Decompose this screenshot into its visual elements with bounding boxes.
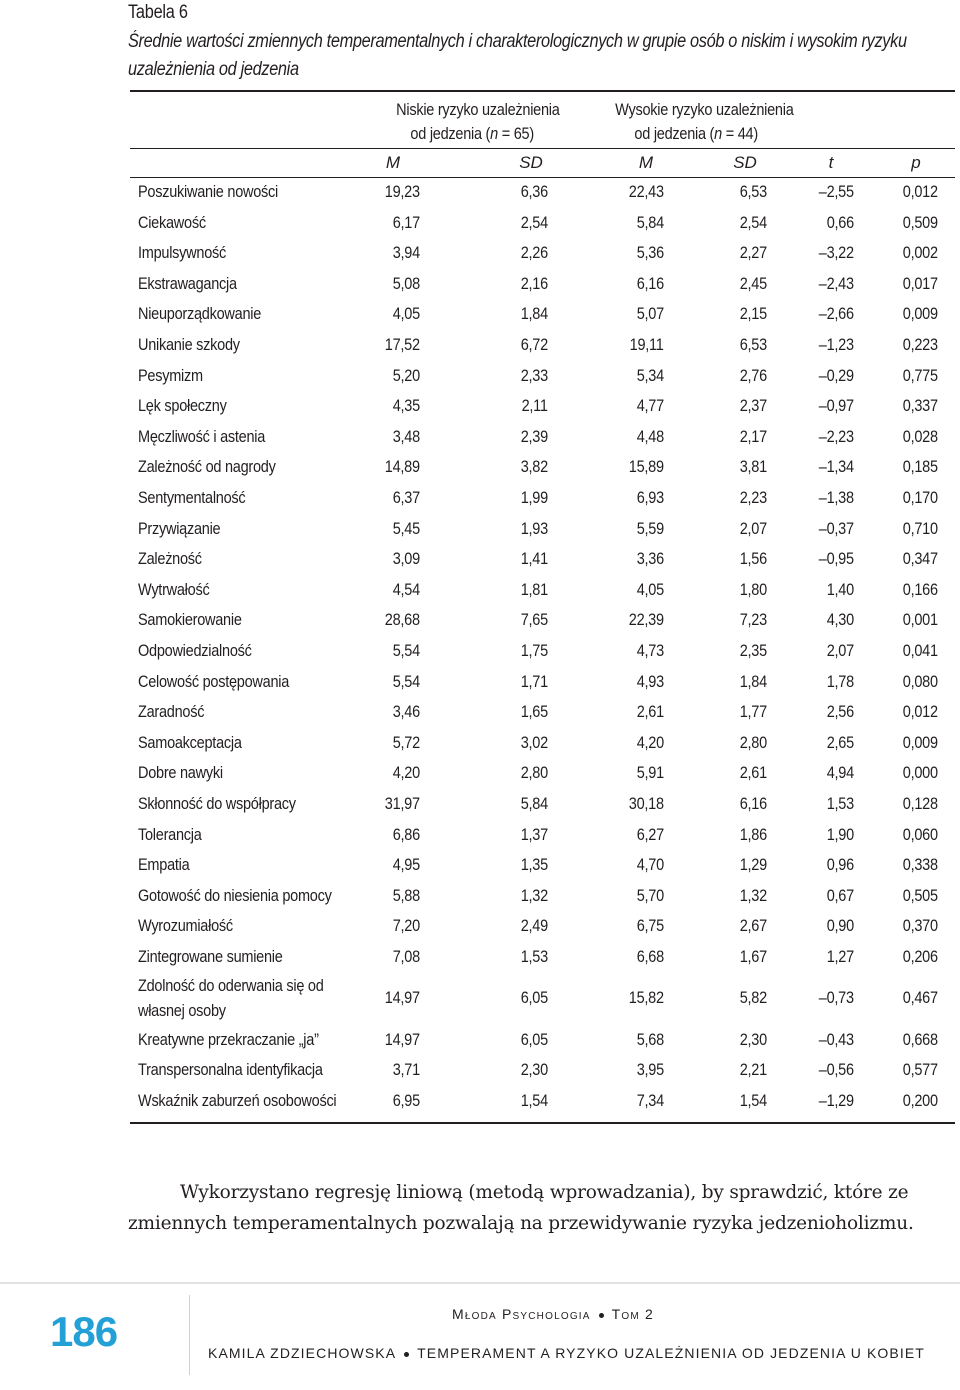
row-label: Odpowiedzialność: [138, 642, 252, 660]
table-row: [0, 1087, 960, 1117]
cell-m-low: 3,46: [392, 703, 420, 722]
cell-t: 1,90: [826, 825, 854, 844]
table-row: [0, 576, 960, 606]
cell-m-low: 5,88: [392, 886, 420, 905]
row-label: Zaradność: [138, 703, 205, 722]
table-row: [0, 209, 960, 239]
cell-m-high: 5,59: [636, 519, 664, 538]
cell-sd-low: 2,33: [520, 366, 548, 385]
cell-t: 2,65: [826, 733, 854, 752]
cell-p: 0,012: [902, 183, 938, 201]
cell-t: –3,22: [818, 244, 854, 263]
table-row: [0, 1056, 960, 1086]
col-header-sd-low: SD: [519, 153, 543, 172]
cell-p: 0,185: [902, 458, 938, 477]
running-author: KAMILA ZDZIECHOWSKA: [208, 1345, 397, 1361]
cell-sd-low: 2,11: [521, 397, 548, 416]
table-row: [0, 545, 960, 575]
cell-m-low: 14,97: [384, 1030, 420, 1049]
row-label: Unikanie szkody: [138, 336, 240, 354]
cell-t: 2,07: [826, 642, 854, 660]
cell-sd-low: 1,93: [520, 519, 548, 538]
cell-m-high: 2,61: [636, 703, 664, 722]
cell-sd-high: 2,30: [739, 1030, 767, 1049]
cell-sd-low: 6,72: [520, 336, 548, 354]
row-label: Lęk społeczny: [138, 397, 227, 416]
cell-sd-low: 7,65: [520, 611, 548, 630]
cell-p: 0,041: [902, 642, 938, 660]
cell-sd-high: 2,37: [739, 397, 767, 416]
cell-m-high: 22,39: [628, 611, 664, 630]
row-label: Impulsywność: [138, 244, 227, 263]
cell-t: 0,66: [826, 213, 854, 232]
cell-sd-high: 6,16: [739, 795, 767, 813]
table-row: [0, 821, 960, 851]
cell-m-low: 3,71: [392, 1061, 420, 1080]
cell-m-high: 3,36: [636, 550, 664, 569]
cell-sd-high: 3,81: [739, 458, 767, 477]
cell-p: 0,002: [902, 244, 938, 263]
row-label: Wskaźnik zaburzeń osobowości: [138, 1091, 337, 1110]
cell-p: 0,001: [902, 611, 938, 630]
cell-t: –0,56: [818, 1061, 854, 1080]
col-header-p: p: [911, 153, 921, 172]
cell-p: 0,170: [902, 489, 938, 507]
cell-sd-low: 6,36: [520, 183, 548, 201]
cell-p: 0,017: [902, 274, 938, 293]
cell-m-high: 3,95: [636, 1061, 664, 1080]
cell-p: 0,505: [902, 886, 938, 905]
cell-m-high: 4,70: [636, 856, 664, 875]
table-row: [0, 698, 960, 728]
cell-sd-high: 2,21: [739, 1061, 767, 1080]
cell-sd-low: 1,75: [520, 642, 548, 660]
table-row: [0, 239, 960, 269]
cell-m-low: 4,35: [392, 397, 420, 416]
row-label: Transpersonalna identyfikacja: [138, 1061, 323, 1080]
cell-sd-low: 3,02: [520, 733, 548, 752]
cell-sd-high: 1,80: [739, 580, 767, 599]
cell-t: –1,38: [818, 489, 854, 507]
cell-m-low: 28,68: [384, 611, 420, 630]
row-label: Przywiązanie: [138, 519, 221, 538]
page-footer: [0, 1282, 960, 1390]
cell-t: –1,29: [818, 1091, 854, 1110]
cell-m-high: 7,34: [636, 1091, 664, 1110]
cell-m-high: 6,27: [636, 825, 664, 844]
cell-p: 0,000: [902, 764, 938, 783]
table-row: [0, 331, 960, 361]
cell-sd-low: 1,54: [520, 1091, 548, 1110]
cell-m-low: 3,94: [392, 244, 420, 263]
cell-t: –2,23: [818, 427, 854, 446]
cell-t: 0,90: [826, 917, 854, 936]
table-caption: Średnie wartości zmiennych temperamentalnych i charakterologicznych w grupie osób o niskim i wysokim ryzyku uzależnienia od jedzenia: [128, 31, 907, 80]
cell-sd-low: 6,05: [520, 1030, 548, 1049]
cell-sd-low: 2,30: [520, 1061, 548, 1080]
cell-m-high: 15,82: [628, 988, 664, 1007]
cell-p: 0,200: [902, 1091, 938, 1110]
table-label: Tabela 6: [128, 2, 188, 23]
cell-m-high: 15,89: [628, 458, 664, 477]
cell-m-high: 5,36: [636, 244, 664, 263]
cell-sd-low: 2,16: [520, 274, 548, 293]
cell-p: 0,370: [902, 917, 938, 936]
cell-m-high: 4,73: [636, 642, 664, 660]
cell-t: 1,53: [826, 795, 854, 813]
row-label: Empatia: [138, 856, 190, 875]
cell-m-low: 5,54: [392, 642, 420, 660]
cell-t: 0,67: [826, 886, 854, 905]
cell-sd-high: 2,80: [739, 733, 767, 752]
cell-sd-low: 2,39: [520, 427, 548, 446]
cell-p: 0,347: [902, 550, 938, 569]
cell-m-low: 4,05: [392, 305, 420, 324]
group-low-n: n: [490, 125, 499, 143]
col-header-t: t: [828, 153, 834, 172]
cell-m-low: 19,23: [384, 183, 420, 201]
cell-t: 4,30: [826, 611, 854, 630]
journal-volume: Tom 2: [611, 1306, 654, 1322]
cell-t: 0,96: [826, 856, 854, 875]
cell-m-high: 4,48: [636, 427, 664, 446]
table-row: [0, 759, 960, 789]
cell-sd-high: 2,45: [739, 274, 767, 293]
table-row: [0, 790, 960, 820]
cell-m-low: 6,37: [392, 489, 420, 507]
table-row: [0, 851, 960, 881]
cell-p: 0,012: [902, 703, 938, 722]
running-title: TEMPERAMENT A RYZYKO UZALEŻNIENIA OD JEDZENIA U KOBIET: [417, 1345, 925, 1361]
cell-m-low: 3,09: [392, 550, 420, 569]
cell-p: 0,467: [902, 988, 938, 1007]
cell-m-high: 30,18: [628, 795, 664, 813]
cell-m-low: 5,72: [392, 733, 420, 752]
cell-t: –0,37: [818, 519, 854, 538]
cell-sd-low: 1,41: [520, 550, 548, 569]
cell-sd-high: 6,53: [739, 183, 767, 201]
group-header-high: [603, 98, 794, 146]
cell-m-low: 5,08: [392, 274, 420, 293]
cell-sd-high: 1,84: [739, 672, 767, 691]
cell-sd-high: 6,53: [739, 336, 767, 354]
cell-sd-low: 1,84: [520, 305, 548, 324]
cell-p: 0,337: [902, 397, 938, 416]
cell-t: –2,43: [818, 274, 854, 293]
cell-m-high: 5,07: [636, 305, 664, 324]
table-row: [0, 423, 960, 453]
row-label: Samoakceptacja: [138, 733, 242, 752]
cell-m-low: 6,95: [392, 1091, 420, 1110]
table-row: [0, 300, 960, 330]
cell-t: 2,56: [826, 703, 854, 722]
cell-sd-low: 5,84: [520, 795, 548, 813]
page-number: 186: [50, 1308, 118, 1355]
cell-sd-low: 1,53: [520, 948, 548, 966]
cell-t: –1,23: [818, 336, 854, 354]
cell-t: –0,29: [818, 366, 854, 385]
bullet-separator: [599, 1313, 604, 1318]
table-row: [0, 882, 960, 912]
col-header-m-high: M: [638, 153, 654, 172]
cell-sd-high: 2,23: [739, 489, 767, 507]
cell-m-low: 3,48: [392, 427, 420, 446]
cell-sd-low: 2,26: [520, 244, 548, 263]
cell-m-high: 5,91: [636, 764, 664, 783]
cell-sd-high: 5,82: [739, 988, 767, 1007]
row-label: Poszukiwanie nowości: [138, 183, 279, 201]
cell-m-high: 5,84: [636, 213, 664, 232]
cell-sd-high: 2,17: [739, 427, 767, 446]
running-header: [208, 1345, 925, 1361]
cell-m-low: 6,86: [392, 825, 420, 844]
row-label: Zależność: [138, 550, 202, 569]
cell-sd-low: 1,99: [520, 489, 548, 507]
cell-p: 0,166: [902, 580, 938, 599]
row-label: Zależność od nagrody: [138, 458, 276, 477]
row-label: Zdolność do oderwania się od własnej osoby: [138, 976, 324, 1020]
cell-t: –0,95: [818, 550, 854, 569]
cell-p: 0,509: [902, 213, 938, 232]
cell-p: 0,009: [902, 733, 938, 752]
cell-sd-low: 2,54: [520, 213, 548, 232]
cell-p: 0,577: [902, 1061, 938, 1080]
bottom-rule: [130, 1122, 955, 1124]
cell-sd-high: 7,23: [739, 611, 767, 630]
table-row: [0, 178, 960, 208]
cell-p: 0,206: [902, 948, 938, 966]
row-label: Tolerancja: [138, 825, 202, 844]
group-high-n: n: [713, 125, 722, 143]
cell-m-low: 14,97: [384, 988, 420, 1007]
row-label: Skłonność do współpracy: [138, 795, 296, 813]
cell-p: 0,009: [902, 305, 938, 324]
cell-sd-high: 1,86: [739, 825, 767, 844]
paragraph-line-2: zmiennych temperamentalnych pozwalają na przewidywanie ryzyka jedzenioholizmu.: [128, 1213, 914, 1234]
cell-m-high: 6,93: [636, 489, 664, 507]
cell-sd-low: 1,37: [520, 825, 548, 844]
cell-sd-low: 1,65: [520, 703, 548, 722]
cell-sd-high: 2,27: [739, 244, 767, 263]
body-paragraph: [128, 1177, 958, 1239]
cell-sd-high: 1,56: [739, 550, 767, 569]
top-rule: [130, 90, 955, 92]
row-label: Ciekawość: [138, 213, 206, 232]
table-row: [0, 943, 960, 973]
cell-sd-low: 3,82: [520, 458, 548, 477]
cell-sd-low: 1,32: [520, 886, 548, 905]
cell-t: –0,73: [818, 988, 854, 1007]
cell-m-high: 6,75: [636, 917, 664, 936]
table-row: [0, 668, 960, 698]
cell-m-high: 6,16: [636, 274, 664, 293]
row-label: Dobre nawyki: [138, 764, 223, 783]
cell-sd-low: 2,80: [520, 764, 548, 783]
cell-m-high: 5,70: [636, 886, 664, 905]
cell-t: –2,66: [818, 305, 854, 324]
cell-t: –0,97: [818, 397, 854, 416]
cell-m-low: 4,95: [392, 856, 420, 875]
cell-sd-low: 2,49: [520, 917, 548, 936]
cell-p: 0,060: [902, 825, 938, 844]
table-row: [0, 606, 960, 636]
row-label: Wyrozumiałość: [138, 917, 233, 936]
row-label: Sentymentalność: [138, 489, 246, 507]
group-high-line2-post: = 44): [721, 125, 758, 143]
cell-p: 0,080: [902, 672, 938, 691]
row-label: Pesymizm: [138, 366, 203, 385]
cell-sd-low: 1,71: [520, 672, 548, 691]
row-label: Samokierowanie: [138, 611, 242, 630]
row-label: Nieuporządkowanie: [138, 305, 262, 324]
group-high-line2-pre: od jedzenia (: [634, 125, 714, 143]
row-label: Celowość postępowania: [138, 672, 290, 691]
table-row: [0, 453, 960, 483]
header-rule: [130, 148, 955, 149]
cell-m-low: 7,20: [392, 917, 420, 936]
cell-sd-low: 1,81: [520, 580, 548, 599]
table-row: [0, 974, 960, 1026]
cell-sd-high: 1,67: [739, 948, 767, 966]
row-label: Kreatywne przekraczanie „ja”: [138, 1030, 319, 1049]
cell-m-high: 5,34: [636, 366, 664, 385]
cell-sd-high: 2,54: [739, 213, 767, 232]
col-header-m-low: M: [385, 153, 401, 172]
journal-name: Młoda Psychologia: [452, 1306, 591, 1322]
cell-sd-low: 6,05: [520, 988, 548, 1007]
footer-divider: [189, 1295, 190, 1375]
row-label: Męczliwość i astenia: [138, 427, 266, 446]
table-row: [0, 270, 960, 300]
group-low-line2-post: = 65): [498, 125, 535, 143]
cell-t: –2,55: [818, 183, 854, 201]
row-label: Ekstrawagancja: [138, 274, 237, 293]
cell-sd-high: 1,77: [739, 703, 767, 722]
cell-m-high: 4,93: [636, 672, 664, 691]
cell-m-high: 4,77: [636, 397, 664, 416]
cell-p: 0,028: [902, 427, 938, 446]
cell-m-low: 7,08: [392, 948, 420, 966]
cell-m-low: 4,54: [392, 580, 420, 599]
col-header-sd-high: SD: [733, 153, 757, 172]
cell-sd-high: 1,29: [739, 856, 767, 875]
row-label: Zintegrowane sumienie: [138, 948, 283, 966]
cell-t: 1,78: [826, 672, 854, 691]
cell-m-low: 5,45: [392, 519, 420, 538]
cell-m-low: 14,89: [384, 458, 420, 477]
cell-m-high: 22,43: [628, 183, 664, 201]
group-high-line1: Wysokie ryzyko uzależnienia: [615, 101, 794, 119]
paragraph-line-1: Wykorzystano regresję liniową (metodą wprowadzania), by sprawdzić, które ze: [180, 1182, 909, 1203]
row-label: Gotowość do niesienia pomocy: [138, 886, 332, 905]
cell-m-low: 4,20: [392, 764, 420, 783]
cell-m-high: 6,68: [636, 948, 664, 966]
cell-sd-high: 2,76: [739, 366, 767, 385]
cell-sd-high: 1,54: [739, 1091, 767, 1110]
cell-m-high: 4,05: [636, 580, 664, 599]
group-header-low: [385, 98, 560, 146]
table-row: [0, 362, 960, 392]
row-label: Wytrwałość: [138, 580, 210, 599]
group-low-line1: Niskie ryzyko uzależnienia: [396, 101, 560, 119]
table-row: [0, 392, 960, 422]
cell-sd-high: 2,67: [739, 917, 767, 936]
table-row: [0, 1026, 960, 1056]
table-row: [0, 515, 960, 545]
cell-p: 0,710: [902, 519, 938, 538]
cell-sd-high: 1,32: [739, 886, 767, 905]
cell-t: 1,27: [826, 948, 854, 966]
cell-t: 1,40: [826, 580, 854, 599]
cell-sd-high: 2,15: [739, 305, 767, 324]
bullet-separator: [404, 1352, 409, 1357]
cell-t: –0,43: [818, 1030, 854, 1049]
cell-sd-high: 2,35: [739, 642, 767, 660]
cell-p: 0,668: [902, 1030, 938, 1049]
cell-sd-low: 1,35: [520, 856, 548, 875]
cell-sd-high: 2,61: [739, 764, 767, 783]
cell-m-low: 6,17: [392, 213, 420, 232]
cell-p: 0,338: [902, 856, 938, 875]
cell-m-high: 19,11: [630, 336, 664, 354]
table-row: [0, 912, 960, 942]
cell-m-low: 5,20: [392, 366, 420, 385]
cell-p: 0,128: [902, 795, 938, 813]
cell-p: 0,223: [902, 336, 938, 354]
cell-t: 4,94: [826, 764, 854, 783]
table-row: [0, 729, 960, 759]
table-row: [0, 484, 960, 514]
cell-sd-high: 2,07: [739, 519, 767, 538]
cell-m-low: 31,97: [384, 795, 420, 813]
cell-t: –1,34: [818, 458, 854, 477]
cell-m-low: 5,54: [392, 672, 420, 691]
cell-m-low: 17,52: [384, 336, 420, 354]
cell-m-high: 4,20: [636, 733, 664, 752]
table-row: [0, 637, 960, 667]
cell-p: 0,775: [902, 366, 938, 385]
journal-info: [452, 1306, 654, 1322]
group-low-line2-pre: od jedzenia (: [410, 125, 491, 143]
cell-m-high: 5,68: [636, 1030, 664, 1049]
